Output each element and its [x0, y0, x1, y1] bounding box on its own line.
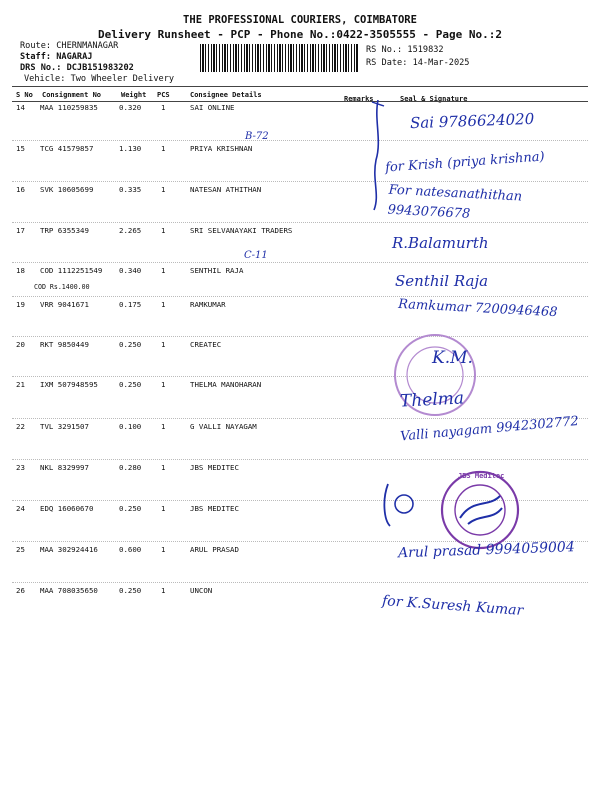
row-pcs: 1: [161, 266, 166, 275]
row-weight: 0.250: [119, 380, 142, 389]
row-consignment-no: IXM 507948595: [40, 380, 98, 389]
col-sno: S No: [16, 91, 33, 99]
signature-row22: Valli nayagam 9942302772: [399, 413, 580, 445]
row-weight: 1.130: [119, 144, 142, 153]
row-sno: 21: [16, 380, 25, 389]
row-consignee: THELMA MANOHARAN: [190, 380, 262, 389]
row-consignee: SAI ONLINE: [190, 103, 235, 112]
row-sno: 25: [16, 545, 25, 554]
col-weight: Weight: [121, 91, 147, 99]
rs-number: RS No.: 1519832: [366, 45, 444, 55]
row-consignment-no: SVK 10605699: [40, 185, 94, 194]
row-sno: 14: [16, 103, 25, 112]
row-pcs: 1: [161, 504, 166, 513]
row-pcs: 1: [161, 103, 166, 112]
row-consignment-no: MAA 110259835: [40, 103, 98, 112]
vehicle: Vehicle: Two Wheeler Delivery: [24, 74, 175, 84]
signature-row25: Arul prasad 9994059004: [397, 539, 575, 562]
row-consignment-no: MAA 708035650: [40, 586, 98, 595]
header-top-rule: [12, 86, 588, 87]
row-consignment-no: NKL 8329997: [40, 463, 89, 472]
company-name: THE PROFESSIONAL COURIERS, COIMBATORE: [183, 14, 417, 26]
signature-row18: Senthil Raja: [395, 272, 489, 290]
handwritten-note-row17: C-11: [244, 250, 268, 261]
staff: Staff: NAGARAJ: [20, 52, 93, 62]
row-weight: 0.175: [119, 300, 142, 309]
row-consignment-no: COD 1112251549: [40, 266, 103, 275]
runsheet-title: Delivery Runsheet - PCP - Phone No.:0422-3505555 - Page No.:2: [98, 28, 502, 41]
row-consignee: G VALLI NAYAGAM: [190, 422, 257, 431]
row-pcs: 1: [161, 226, 166, 235]
row-weight: 0.250: [119, 586, 142, 595]
row-consignee: SRI SELVANAYAKI TRADERS: [190, 226, 293, 235]
row-consignee: PRIYA KRISHNAN: [190, 144, 253, 153]
row-weight: 0.340: [119, 266, 142, 275]
row-consignment-no: TRP 6355349: [40, 226, 89, 235]
signature-row20: K.M.: [432, 348, 473, 368]
row-weight: 0.600: [119, 545, 142, 554]
signature-row26: for K.Suresh Kumar: [381, 593, 524, 619]
signature-row16: For natesanathithan 9943076678: [387, 182, 523, 222]
row-sno: 20: [16, 340, 25, 349]
row-consignment-no: VRR 9041671: [40, 300, 89, 309]
signature-row19: Ramkumar 7200946468: [397, 296, 558, 321]
row-consignee: JBS MEDITEC: [190, 463, 239, 472]
barcode: [200, 44, 358, 72]
row-consignee: NATESAN ATHITHAN: [190, 185, 262, 194]
stamp-text: JBS Meditec: [458, 472, 505, 480]
row-consignee: ARUL PRASAD: [190, 545, 239, 554]
row-sno: 26: [16, 586, 25, 595]
row-pcs: 1: [161, 185, 166, 194]
signature-row14: Sai 9786624020: [409, 109, 535, 133]
row-sno: 22: [16, 422, 25, 431]
col-pcs: PCS: [157, 91, 170, 99]
row-pcs: 1: [161, 300, 166, 309]
row-consignment-no: EDQ 16060670: [40, 504, 94, 513]
col-consignment: Consignment No: [42, 91, 102, 99]
row-pcs: 1: [161, 380, 166, 389]
handwritten-note-row14: B-72: [245, 131, 269, 142]
row-sno: 23: [16, 463, 25, 472]
signature-initial-icon: [380, 480, 420, 530]
signature-row15: for Krish (priya krishna): [384, 149, 546, 176]
drs-number: DRS No.: DCJB151983202: [20, 63, 134, 73]
row-weight: 0.250: [119, 340, 142, 349]
col-signature: Seal & Signature: [400, 95, 468, 103]
row-weight: 0.250: [119, 504, 142, 513]
row-consignee: SENTHIL RAJA: [190, 266, 244, 275]
signature-row21: Thelma: [399, 388, 465, 412]
row-consignment-no: TCG 41579857: [40, 144, 94, 153]
row-weight: 0.100: [119, 422, 142, 431]
row-consignee: CREATEC: [190, 340, 222, 349]
row-pcs: 1: [161, 463, 166, 472]
row-sno: 16: [16, 185, 25, 194]
row-pcs: 1: [161, 340, 166, 349]
row-sno: 24: [16, 504, 25, 513]
row-consignment-no: MAA 302924416: [40, 545, 98, 554]
row-pcs: 1: [161, 586, 166, 595]
col-remarks: Remarks: [344, 95, 374, 103]
row-consignment-no: TVL 3291507: [40, 422, 89, 431]
col-consignee: Consignee Details: [190, 91, 262, 99]
rs-date: RS Date: 14-Mar-2025: [366, 58, 470, 68]
row-sno: 19: [16, 300, 25, 309]
row-cod-amount: COD Rs.1400.00: [34, 283, 90, 291]
row-pcs: 1: [161, 144, 166, 153]
row-weight: 0.320: [119, 103, 142, 112]
row-weight: 0.335: [119, 185, 142, 194]
row-consignment-no: RKT 9850449: [40, 340, 89, 349]
row-sno: 15: [16, 144, 25, 153]
row-sno: 17: [16, 226, 25, 235]
row-pcs: 1: [161, 422, 166, 431]
row-weight: 0.280: [119, 463, 142, 472]
row-pcs: 1: [161, 545, 166, 554]
signature-row17: R.Balamurth: [392, 234, 489, 252]
row-consignee: JBS MEDITEC: [190, 504, 239, 513]
row-weight: 2.265: [119, 226, 142, 235]
row-consignee: RAMKUMAR: [190, 300, 226, 309]
row-sno: 18: [16, 266, 25, 275]
row-consignee: UNCON: [190, 586, 213, 595]
route: Route: CHERNMANAGAR: [20, 41, 119, 51]
